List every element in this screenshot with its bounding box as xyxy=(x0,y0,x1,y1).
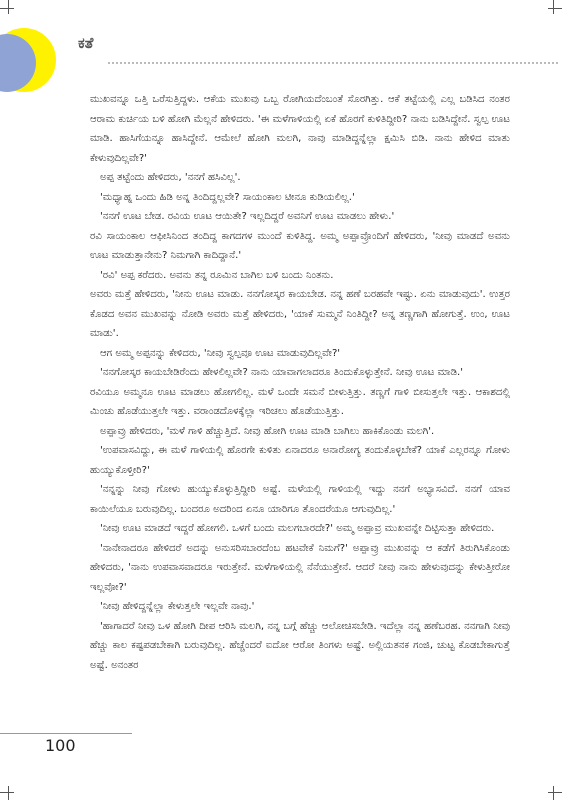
paragraph: 'ನನ್ನನ್ನು ನೀವು ಗೋಳು ಹುಯ್ಯುಕೊಳ್ಳುತ್ತಿದ್ದೀರಿ ಅಷ್ಟೆ. ಮಳೆಯಲ್ಲಿ ಗಾಳಿಯಲ್ಲಿ ಇದ್ದು ನನಗೆ ಅಭ್ಯಾಸವಿದೆ. ನನಗೆ ಯಾವ ಕಾಯಿಲೆಯೂ ಬರುವುದಿಲ್ಲ. ಬಂದರೂ ಅದರಿಂದ ಏನೂ ಯಾರಿಗೂ ತೊಂದರೆಯೂ ಆಗುವುದಿಲ್ಲ.' xyxy=(90,484,510,515)
paragraph: ಅವರು ಮತ್ತೆ ಹೇಳಿದರು, 'ನೀನು ಊಟ ಮಾಡು. ನನಗೋಸ್ಕರ ಕಾಯಬೇಡ. ನನ್ನ ಹಣೆ ಬರಹವೇ ಇಷ್ಟು. ಏನು ಮಾಡುವುದು'. ಉತ್ತರ ಕೊಡದ ಅವನ ಮುಖವನ್ನು ನೋಡಿ ಅವರು ಮತ್ತೆ ಹೇಳಿದರು, 'ಯಾಕೆ ಸುಮ್ಮನೆ ನಿಂತಿದ್ದೀ? ಅನ್ನ ತಣ್ಣಗಾಗಿ ಹೋಗುತ್ತೆ. ಉಂ, ಊಟ ಮಾಡು'. xyxy=(90,289,510,339)
paragraph: 'ಉಪವಾಸವಿದ್ದು, ಈ ಮಳೆ ಗಾಳಿಯಲ್ಲಿ ಹೊರಗೇ ಕುಳಿತು ಏನಾದರೂ ಅನಾರೋಗ್ಯ ತಂದುಕೊಳ್ಳಬೇಕೆ? ಯಾಕೆ ಎಲ್ಲರನ್ನೂ ಗೋಳು ಹುಯ್ಯುಕೊಳ್ತೀರಿ?' xyxy=(90,445,510,476)
paragraph: 'ನೀವು ಊಟ ಮಾಡದೆ ಇದ್ದರೆ ಹೋಗಲಿ. ಒಳಗೆ ಬಂದು ಮಲಗಬಾರದೇ?' ಅಮ್ಮ ಅಪ್ಪಾವ್ರ ಮುಖವನ್ನೇ ದಿಟ್ಟಿಸುತ್ತಾ ಹೇಳಿದರು. xyxy=(100,523,495,534)
crop-mark xyxy=(8,0,9,14)
paragraph: 'ಮಧ್ಯಾಹ್ನ ಒಂದು ಹಿಡಿ ಅನ್ನ ತಿಂದಿದ್ದಲ್ಲವೇ? ಸಾಯಂಕಾಲ ಟೀನೂ ಕುಡಿಯಲಿಲ್ಲ.' xyxy=(100,191,355,203)
page-number: 100 xyxy=(45,736,76,755)
paragraph: 'ರವಿ' ಅಪ್ಪ ಕರೆದರು. ಅವನು ತನ್ನ ರೂಮಿನ ಬಾಗಿಲ ಬಳಿ ಬಂದು ನಿಂತನು. xyxy=(100,269,334,281)
crop-mark xyxy=(0,8,14,9)
crop-mark xyxy=(8,786,9,800)
paragraph: 'ನೀವು ಹೇಳಿದ್ದನ್ನೆಲ್ಲಾ ಕೇಳುತ್ತಲೇ ಇಲ್ಲವೇ ನಾವು.' xyxy=(100,601,255,612)
crop-mark xyxy=(0,792,14,793)
story-body xyxy=(90,90,510,675)
crop-mark xyxy=(553,0,554,14)
paragraph: ಆಗ ಅಮ್ಮ ಅಪ್ಪನನ್ನು ಕೇಳಿದರು, 'ನೀವು ಸ್ವಲ್ಪವೂ ಊಟ ಮಾಡುವುದಿಲ್ಲವೇ?' xyxy=(100,347,341,359)
paragraph: ರವಿಯೂ ಅಮ್ಮನೂ ಊಟ ಮಾಡಲು ಹೋಗಲಿಲ್ಲ. ಮಳೆ ಒಂದೇ ಸಮನೆ ಬೀಳುತ್ತಿತ್ತು. ತಣ್ಣಗೆ ಗಾಳಿ ಬೀಸುತ್ತಲೇ ಇತ್ತು. ಆಕಾಶದಲ್ಲಿ ಮಿಂಚು ಹೊಡೆಯುತ್ತಲೇ ಇತ್ತು. ವರಾಂಡದೊಳಕ್ಕೆಲ್ಲಾ ಇರಿಚಲು ಹೊಡೆಯುತ್ತಿತ್ತು. xyxy=(90,386,510,417)
paragraph: ಅಪ್ಪಾವ್ರು ಹೇಳಿದರು, 'ಮಳೆ ಗಾಳಿ ಹೆಚ್ಚುತ್ತಿದೆ. ನೀವು ಹೋಗಿ ಊಟ ಮಾಡಿ ಬಾಗಿಲು ಹಾಕಿಕೊಂಡು ಮಲಗಿ'. xyxy=(100,425,435,437)
crop-mark xyxy=(548,8,562,9)
footer-rule xyxy=(0,733,132,734)
section-title: ಕತೆ xyxy=(78,34,94,52)
paragraph: ಮುಖವನ್ನೂ ಒತ್ತಿ ಒರೆಸುತ್ತಿದ್ದಳು. ಆಕೆಯ ಮುಖವು ಒಬ್ಬ ರೋಗಿಯದೆಂಬಂತೆ ಸೊರಗಿತ್ತು. ಆಕೆ ತಟ್ಟೆಯಲ್ಲಿ ಎಲ್ಲ ಬಡಿಸಿದ ನಂತರ ಆರಾಮ ಕುರ್ಚಿಯ ಬಳಿ ಹೋಗಿ ಮೆಲ್ಲನೆ ಹೇಳಿದರು. 'ಈ ಮಳೆಗಾಳಿಯಲ್ಲಿ ಏಕೆ ಹೊರಗೆ ಕುಳಿತಿದ್ದೀರಿ? ನಾನು ಬಡಿಸಿದ್ದೇನೆ. ಸ್ವಲ್ಪ ಊಟ ಮಾಡಿ. ಹಾಸಿಗೆಯನ್ನೂ ಹಾಸಿದ್ದೇನೆ. ಆಮೇಲೆ ಹೋಗಿ ಮಲಗಿ, ನಾವು ಮಾಡಿದ್ದನ್ನೆಲ್ಲಾ ಕ್ಷಮಿಸಿ ಬಿಡಿ. ನಾನು ಹೇಳಿದ ಮಾತು ಕೇಳುವುದಿಲ್ಲವೇ?' xyxy=(90,94,510,164)
paragraph: 'ಹಾಗಾದರೆ ನೀವು ಒಳ ಹೋಗಿ ದೀಪ ಆರಿಸಿ ಮಲಗಿ, ನನ್ನ ಬಗ್ಗೆ ಹೆಚ್ಚು ಆಲೋಚಿಸಬೇಡಿ. ಇದೆಲ್ಲಾ ನನ್ನ ಹಣೆಬರಹ. ನನಗಾಗಿ ನೀವು ಹೆಚ್ಚು ಕಾಲ ಕಷ್ಟಪಡಬೇಕಾಗಿ ಬರುವುದಿಲ್ಲ. ಹೆಚ್ಚೆಂದರೆ ಐದೋ ಆರೋ ತಿಂಗಳು ಅಷ್ಟೆ. ಅಲ್ಲಿಯತನಕ ಗಂಜಿ, ಚುಟ್ಟ ಕೊಡಬೇಕಾಗುತ್ತೆ ಅಷ್ಟೆ. ಅನಂತರ xyxy=(90,620,510,671)
crop-mark xyxy=(553,786,554,800)
crop-mark xyxy=(548,792,562,793)
header-dotted-rule xyxy=(108,62,558,64)
paragraph: 'ನಾನೇನಾದರೂ ಹೇಳಿದರೆ ಅದನ್ನು ಅನುಸರಿಸಬಾರದೆಂಬ ಹಟವೇಕೆ ನಿಮಗೆ?' ಅಪ್ಪಾವ್ರು ಮುಖವನ್ನು ಆ ಕಡೆಗೆ ತಿರುಗಿಸಿಕೊಂಡು ಹೇಳಿದರು, 'ನಾನು ಉಪವಾಸವಾದರೂ ಇರುತ್ತೇನೆ. ಮಳೆಗಾಳಿಯಲ್ಲಿ ನೆನೆಯುತ್ತೇನೆ. ಆದರೆ ನೀವು ನಾನು ಹೇಳುವುದನ್ನು ಕೇಳುತ್ತೀರೋ ಇಲ್ಲವೋ?' xyxy=(90,542,510,593)
paragraph: 'ನನಗೋಸ್ಕರ ಕಾಯಬೇಡಿರೆಂದು ಹೇಳಲಿಲ್ಲವೇ? ನಾನು ಯಾವಾಗಲಾದರೂ ತಿಂದುಕೊಳ್ಳುತ್ತೇನೆ. ನೀವು ಊಟ ಮಾಡಿ.' xyxy=(100,367,464,378)
paragraph: ಅಪ್ಪ ತಟ್ಟೆಂದು ಹೇಳಿದರು, 'ನನಗೆ ಹಸಿವಿಲ್ಲ'. xyxy=(100,172,241,183)
paragraph: 'ನನಗೆ ಊಟ ಬೇಡ. ರವಿಯ ಊಟ ಆಯಿತೇ? ಇಲ್ಲದಿದ್ದರೆ ಅವನಿಗೆ ಊಟ ಮಾಡಲು ಹೇಳು.' xyxy=(100,211,395,222)
paragraph: ರವಿ ಸಾಯಂಕಾಲ ಆಫೀಸಿನಿಂದ ತಂದಿದ್ದ ಕಾಗದಗಳ ಮುಂದೆ ಕುಳಿತಿದ್ದ. ಅಮ್ಮ ಅಪ್ಪಾವ್ರೊಂದಿಗೆ ಹೇಳಿದರು, 'ನೀವು ಮಾಡದೆ ಅವನು ಊಟ ಮಾಡುತ್ತಾನೇನು? ನಿಮಗಾಗಿ ಕಾದಿದ್ದಾನೆ.' xyxy=(90,230,510,261)
